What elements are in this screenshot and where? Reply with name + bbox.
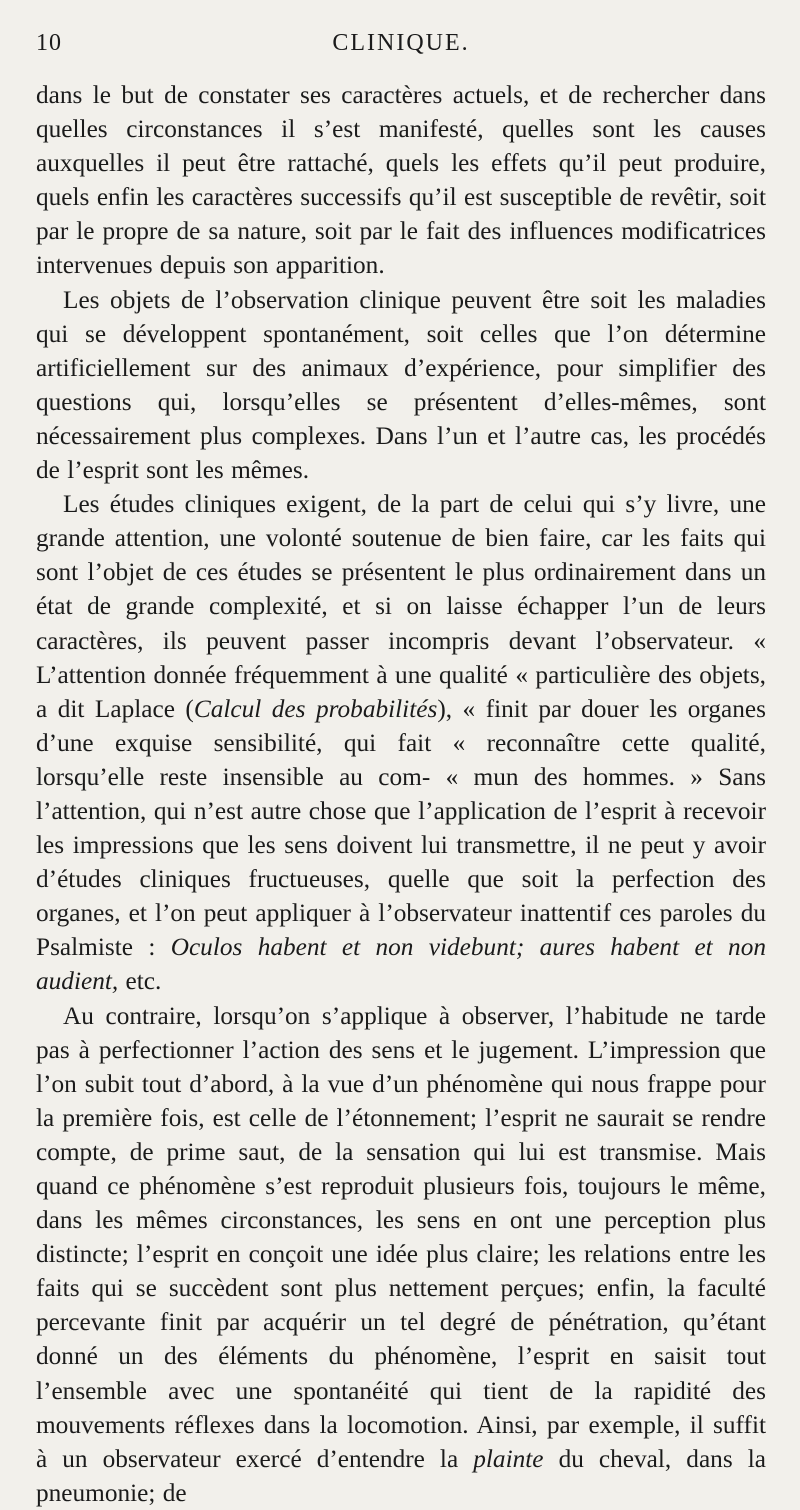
body-text bbox=[36, 78, 766, 1510]
running-head bbox=[36, 30, 766, 78]
text-run: du cheval, dans la pneumonie; de bbox=[36, 1444, 766, 1507]
emphasized-word: plainte bbox=[473, 1444, 544, 1473]
paragraph-3 bbox=[36, 487, 766, 998]
paragraph-2 bbox=[36, 283, 766, 488]
cited-work-title: Calcul des probabilités bbox=[193, 694, 438, 723]
text-run: ), « finit par douer les organes d’une exquise sensibilité, qui fait « reconnaître cette qualité, lorsqu’elle reste insensible au com- « mun des hommes. » Sans l’attention, qui n’est autre chose que l’application de l’esprit à recevoir les impressions que les sens doivent lui transmettre, il ne peut y avoir d’études cliniques fructueuses, quelle que soit la perfection des organes, et l’on peut appliquer à l’observateur inattentif ces paroles du Psalmiste : bbox=[36, 694, 766, 962]
text-run: Les études cliniques exigent, de la part de celui qui s’y livre, une grande attention, une volonté soutenue de bien faire, car les faits qui sont l’objet de ces études se présentent le plus ordinairement dans un état de grande complexité, et si on laisse échapper l’un de leurs caractères, ils peuvent passer incompris devant l’observateur. « L’attention donnée fréquemment à une qualité « particulière des objets, a dit Laplace ( bbox=[36, 490, 766, 723]
paragraph-1 bbox=[36, 78, 766, 283]
latin-quotation: Oculos habent et non videbunt; aures habent et non audient, bbox=[36, 933, 766, 996]
text-run: dans le but de constater ses caractères actuels, et de rechercher dans quelles circonstances il s’est manifesté, quelles sont les causes auxquelles il peut être rattaché, quels les effets qu’il peut produire, quels enfin les caractères successifs qu’il est susceptible de revêtir, soit par le propre de sa nature, soit par le fait des influences modificatrices intervenues depuis son apparition. bbox=[36, 81, 766, 280]
text-run: etc. bbox=[118, 967, 162, 996]
text-run: Au contraire, lorsqu’on s’applique à observer, l’habitude ne tarde pas à perfectionner l’action des sens et le jugement. L’impression que l’on subit tout d’abord, à la vue d’un phénomène qui nous frappe pour la première fois, est celle de l’étonnement; l’esprit ne saurait se rendre compte, de prime saut, de la sensation qui lui est transmise. Mais quand ce phénomène s’est reproduit plusieurs fois, toujours le même, dans les mêmes circonstances, les sens en ont une perception plus distincte; l’esprit en conçoit une idée plus claire; les relations entre les faits qui se succèdent sont plus nettement perçues; enfin, la faculté percevante finit par acquérir un tel degré de pénétration, qu’étant donné un des éléments du phénomène, l’esprit en saisit tout l’ensemble avec une spontanéité qui tient de la rapidité des mouvements réflexes dans la locomotion. Ainsi, par exemple, il suffit à un observateur exercé d’entendre la bbox=[36, 1001, 766, 1473]
text-run: Les objets de l’observation clinique peuvent être soit les maladies qui se développent spontanément, soit celles que l’on détermine artificiellement sur des animaux d’expérience, pour simplifier des questions qui, lorsqu’elles se présentent d’elles-mêmes, sont nécessairement plus complexes. Dans l’un et l’autre cas, les procédés de l’esprit sont les mêmes. bbox=[36, 285, 766, 485]
page-number: 10 bbox=[36, 30, 62, 56]
paragraph-4 bbox=[36, 999, 766, 1510]
running-title: CLINIQUE. bbox=[332, 30, 470, 56]
